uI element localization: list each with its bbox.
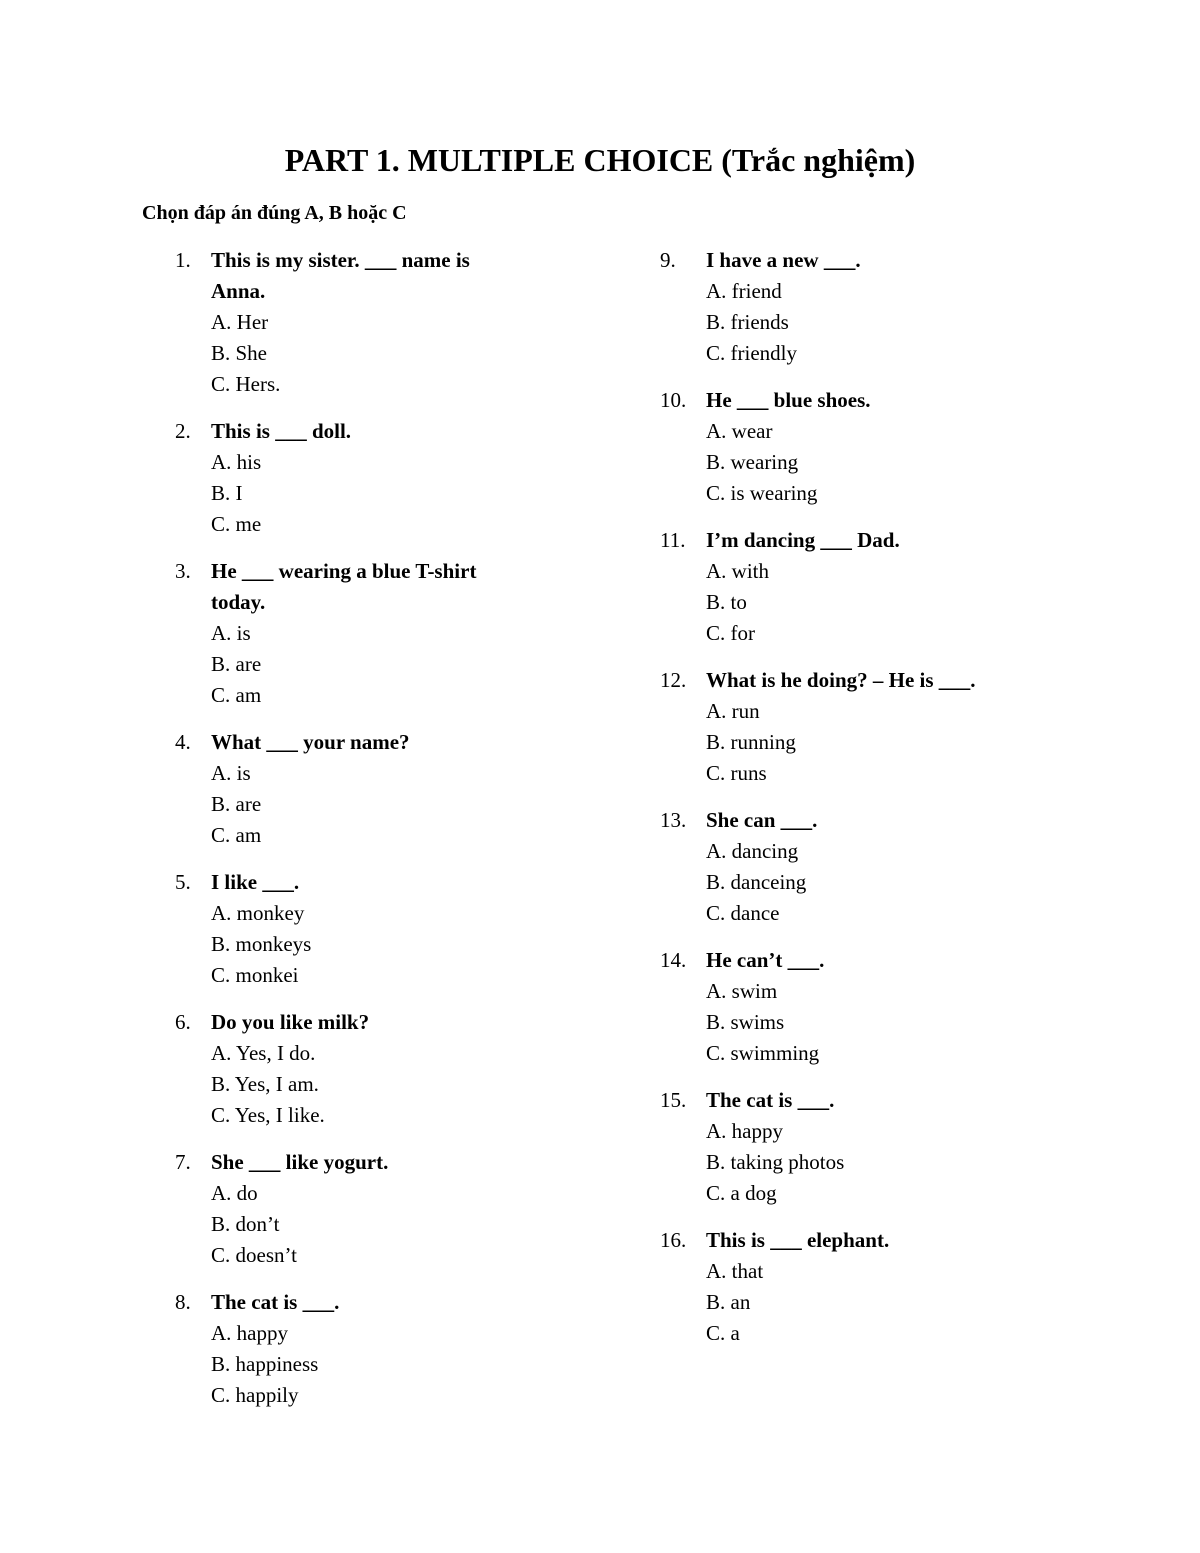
- question-stem: She can ___.: [706, 808, 818, 832]
- answer-option: A. happy: [706, 1119, 783, 1143]
- answer-option: A. Yes, I do.: [211, 1041, 316, 1065]
- question-item: [165, 867, 585, 991]
- answer-option: B. swims: [706, 1010, 785, 1034]
- answer-option: A. do: [211, 1181, 258, 1205]
- answer-option: C. monkei: [211, 963, 299, 987]
- question-stem: The cat is ___.: [211, 1290, 340, 1314]
- answer-option: B. She: [211, 341, 268, 365]
- question-number: 9.: [660, 248, 676, 272]
- answer-option: B. don’t: [211, 1212, 280, 1236]
- question-item: [165, 1287, 585, 1411]
- answer-option: C. swimming: [706, 1041, 820, 1065]
- answer-option: B. an: [706, 1290, 751, 1314]
- answer-option: C. am: [211, 683, 262, 707]
- question-stem: This is ___ elephant.: [706, 1228, 890, 1252]
- question-number: 12.: [660, 668, 687, 692]
- answer-option: B. I: [211, 481, 243, 505]
- question-item: [660, 1225, 1080, 1349]
- answer-option: B. are: [211, 652, 262, 676]
- question-number: 3.: [175, 559, 191, 583]
- question-stem: I have a new ___.: [706, 248, 861, 272]
- question-number: 11.: [660, 528, 686, 552]
- answer-option: A. swim: [706, 979, 778, 1003]
- answer-option: C. is wearing: [706, 481, 818, 505]
- answer-option: A. that: [706, 1259, 764, 1283]
- answer-option: B. friends: [706, 310, 789, 334]
- answer-option: C. doesn’t: [211, 1243, 297, 1267]
- question-item: [165, 1147, 585, 1271]
- question-stem: He can’t ___.: [706, 948, 825, 972]
- page-title: PART 1. MULTIPLE CHOICE (Trắc nghiệm): [284, 142, 916, 178]
- answer-option: C. am: [211, 823, 262, 847]
- question-stem: He ___ blue shoes.: [706, 388, 871, 412]
- question-number: 15.: [660, 1088, 687, 1112]
- answer-option: C. dance: [706, 901, 780, 925]
- question-stem: I like ___.: [211, 870, 300, 894]
- question-item: [660, 945, 1080, 1069]
- question-number: 8.: [175, 1290, 191, 1314]
- answer-option: C. a dog: [706, 1181, 777, 1205]
- answer-option: B. danceing: [706, 870, 807, 894]
- answer-option: B. Yes, I am.: [211, 1072, 319, 1096]
- question-stem: Do you like milk?: [211, 1010, 370, 1034]
- question-number: 10.: [660, 388, 687, 412]
- question-item: [660, 1085, 1080, 1209]
- question-stem: He ___ wearing a blue T-shirt today.: [211, 559, 477, 614]
- answer-option: A. happy: [211, 1321, 288, 1345]
- question-item: [165, 727, 585, 851]
- question-stem: The cat is ___.: [706, 1088, 835, 1112]
- question-item: [165, 245, 585, 400]
- answer-option: A. with: [706, 559, 769, 583]
- question-stem: This is my sister. ___ name is Anna.: [211, 248, 470, 303]
- answer-option: A. dancing: [706, 839, 799, 863]
- answer-option: C. a: [706, 1321, 740, 1345]
- answer-option: C. runs: [706, 761, 767, 785]
- question-stem: I’m dancing ___ Dad.: [706, 528, 900, 552]
- question-stem: This is ___ doll.: [211, 419, 352, 443]
- answer-option: B. to: [706, 590, 747, 614]
- answer-option: C. Hers.: [211, 372, 281, 396]
- question-item: [165, 1007, 585, 1131]
- answer-option: B. are: [211, 792, 262, 816]
- question-item: [660, 245, 1080, 369]
- question-item: [660, 805, 1080, 929]
- answer-option: C. for: [706, 621, 755, 645]
- question-stem: What ___ your name?: [211, 730, 410, 754]
- question-number: 1.: [175, 248, 191, 272]
- answer-option: C. friendly: [706, 341, 797, 365]
- question-number: 7.: [175, 1150, 191, 1174]
- question-stem: What is he doing? – He is ___.: [706, 668, 976, 692]
- question-item: [660, 665, 1080, 789]
- answer-option: A. monkey: [211, 901, 305, 925]
- answer-option: B. running: [706, 730, 796, 754]
- question-number: 2.: [175, 419, 191, 443]
- question-item: [165, 556, 585, 711]
- answer-option: B. taking photos: [706, 1150, 845, 1174]
- question-stem: She ___ like yogurt.: [211, 1150, 389, 1174]
- answer-option: C. me: [211, 512, 262, 536]
- question-item: [660, 525, 1080, 649]
- question-number: 13.: [660, 808, 687, 832]
- answer-option: B. wearing: [706, 450, 799, 474]
- answer-option: C. happily: [211, 1383, 299, 1407]
- question-item: [660, 385, 1080, 509]
- right-question-column: [660, 245, 1080, 1365]
- question-number: 16.: [660, 1228, 687, 1252]
- answer-option: A. friend: [706, 279, 782, 303]
- question-number: 14.: [660, 948, 687, 972]
- question-number: 4.: [175, 730, 191, 754]
- answer-option: A. is: [211, 621, 251, 645]
- question-item: [165, 416, 585, 540]
- answer-option: A. Her: [211, 310, 269, 334]
- answer-option: A. his: [211, 450, 262, 474]
- question-number: 6.: [175, 1010, 191, 1034]
- left-question-column: [165, 245, 585, 1427]
- answer-option: A. wear: [706, 419, 773, 443]
- question-number: 5.: [175, 870, 191, 894]
- answer-option: A. is: [211, 761, 251, 785]
- answer-option: B. monkeys: [211, 932, 312, 956]
- answer-option: A. run: [706, 699, 760, 723]
- answer-option: C. Yes, I like.: [211, 1103, 325, 1127]
- answer-option: B. happiness: [211, 1352, 319, 1376]
- instruction-text: Chọn đáp án đúng A, B hoặc C: [142, 202, 407, 224]
